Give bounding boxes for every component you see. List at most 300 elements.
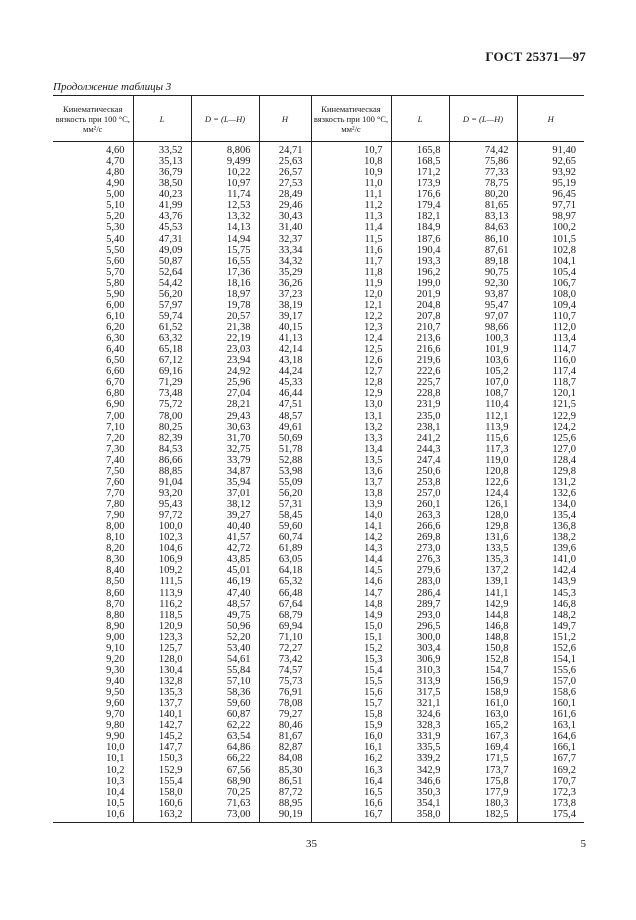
table-cell: 11,9 [311,278,391,289]
table-cell: 80,20 [449,189,517,200]
table-cell: 30,43 [259,211,311,222]
header-viscosity: Кинематическая вязкость при 100 °С, мм²/с [311,96,391,142]
table-cell: 106,9 [133,554,191,565]
table-cell: 67,12 [133,355,191,366]
table-cell: 5,50 [106,244,125,256]
table-cell: 321,1 [391,698,449,709]
table-cell: 61,89 [259,543,311,554]
table-cell: 80,46 [259,720,311,731]
table-cell: 73,48 [133,388,191,399]
table-cell: 10,7 [311,142,391,157]
table-cell: 41,57 [191,532,259,543]
table-cell: 10,22 [191,167,259,178]
table-cell: 5,40 [106,233,125,245]
table-cell: 6,00 [106,299,125,311]
table-cell: 60,74 [259,532,311,543]
table-cell: 112,0 [517,322,584,333]
table-cell: 140,1 [133,709,191,720]
table-cell: 101,5 [517,234,584,245]
table-cell: 13,5 [311,455,391,466]
table-cell: 346,6 [391,776,449,787]
table-cell: 6,40 [106,344,125,356]
table-cell: 5,20 [106,211,125,223]
table-cell: 149,7 [517,621,584,632]
table-cell: 7,70 [106,487,125,499]
table-cell: 15,2 [311,643,391,654]
table-cell: 12,4 [311,333,391,344]
table-cell: 56,20 [259,488,311,499]
table-cell: 118,5 [133,610,191,621]
table-cell: 107,0 [449,377,517,388]
table-row [53,245,584,256]
header-h: H [259,96,311,142]
table-cell: 310,3 [391,665,449,676]
table-cell: 85,30 [259,765,311,776]
table-cell: 102,3 [133,532,191,543]
table-cell: 11,0 [311,178,391,189]
table-cell: 273,0 [391,543,449,554]
table-cell: 41,13 [259,333,311,344]
table-cell: 250,6 [391,466,449,477]
table-cell: 31,40 [259,222,311,233]
table-cell: 17,36 [191,267,259,278]
table-cell: 342,9 [391,765,449,776]
header-l: L [391,96,449,142]
table-cell: 73,42 [259,654,311,665]
table-cell: 63,05 [259,554,311,565]
table-cell: 339,2 [391,753,449,764]
table-cell: 335,5 [391,742,449,753]
table-cell: 16,2 [311,753,391,764]
table-cell: 169,2 [517,765,584,776]
table-cell: 128,4 [517,455,584,466]
table-cell: 32,75 [191,444,259,455]
table-cell: 45,53 [133,222,191,233]
table-cell: 196,2 [391,267,449,278]
table-cell: 182,1 [391,211,449,222]
table-cell: 110,4 [449,399,517,410]
table-cell: 9,90 [106,731,125,743]
table-cell: 21,38 [191,322,259,333]
table-cell: 132,8 [133,676,191,687]
table-cell: 59,74 [133,311,191,322]
table-cell: 49,75 [191,610,259,621]
table-cell: 14,5 [311,565,391,576]
table-cell: 15,0 [311,621,391,632]
table-cell: 222,6 [391,366,449,377]
table-cell: 317,5 [391,687,449,698]
table-row [53,488,584,499]
table-cell: 105,2 [449,366,517,377]
table-cell: 15,5 [311,676,391,687]
table-cell: 167,7 [517,753,584,764]
table-cell: 87,72 [259,787,311,798]
table-cell: 6,10 [106,310,125,322]
table-row [53,388,584,399]
table-cell: 14,6 [311,576,391,587]
table-row [53,731,584,742]
table-cell: 141,1 [449,588,517,599]
table-cell: 59,60 [259,521,311,532]
table-cell: 9,20 [106,653,125,665]
table-cell: 146,8 [449,621,517,632]
table-cell: 78,75 [449,178,517,189]
table-cell: 90,19 [259,809,311,823]
table-cell: 76,91 [259,687,311,698]
table-cell: 12,0 [311,289,391,300]
table-cell: 43,18 [259,355,311,366]
table-cell: 49,61 [259,422,311,433]
table-cell: 30,63 [191,422,259,433]
table-cell: 86,10 [449,234,517,245]
table-cell: 166,1 [517,742,584,753]
table-cell: 12,6 [311,355,391,366]
table-row [53,377,584,388]
table-cell: 10,5 [106,797,125,809]
table-cell: 65,32 [259,576,311,587]
document-code: ГОСТ 25371—97 [485,49,586,64]
table-cell: 55,09 [259,477,311,488]
table-row [53,156,584,167]
table-row [53,787,584,798]
table-cell: 87,61 [449,245,517,256]
table-cell: 157,0 [517,676,584,687]
table-cell: 7,60 [106,476,125,488]
table-cell: 11,1 [311,189,391,200]
header-viscosity: Кинематическая вязкость при 100 °С, мм²/с [53,96,133,142]
table-cell: 293,0 [391,610,449,621]
table-cell: 7,30 [106,443,125,455]
table-cell: 95,19 [517,178,584,189]
table-caption: Продолжение таблицы 3 [53,81,172,93]
table-cell: 110,7 [517,311,584,322]
table-cell: 123,3 [133,632,191,643]
table-cell: 219,6 [391,355,449,366]
table-cell: 25,96 [191,377,259,388]
table-cell: 147,7 [133,742,191,753]
table-row [53,466,584,477]
table-cell: 150,8 [449,643,517,654]
table-cell: 15,3 [311,654,391,665]
table-cell: 100,0 [133,521,191,532]
table-cell: 13,8 [311,488,391,499]
table-cell: 33,34 [259,245,311,256]
table-cell: 6,60 [106,366,125,378]
table-row [53,554,584,565]
table-row [53,765,584,776]
table-cell: 173,7 [449,765,517,776]
table-cell: 5,60 [106,255,125,267]
table-cell: 65,18 [133,344,191,355]
table-cell: 69,94 [259,621,311,632]
table-row [53,654,584,665]
table-cell: 45,33 [259,377,311,388]
table-cell: 16,6 [311,798,391,809]
table-cell: 9,50 [106,687,125,699]
table-cell: 27,53 [259,178,311,189]
table-cell: 131,2 [517,477,584,488]
table-cell: 101,9 [449,344,517,355]
table-cell: 64,18 [259,565,311,576]
table-cell: 11,5 [311,234,391,245]
table-cell: 331,9 [391,731,449,742]
table-cell: 77,33 [449,167,517,178]
table-cell: 8,90 [106,620,125,632]
table-cell: 92,65 [517,156,584,167]
table-cell: 52,20 [191,632,259,643]
table-cell: 113,9 [449,422,517,433]
table-cell: 128,0 [449,510,517,521]
table-cell: 11,2 [311,200,391,211]
table-cell: 33,79 [191,455,259,466]
table-cell: 71,29 [133,377,191,388]
table-cell: 10,2 [106,764,125,776]
table-cell: 6,30 [106,333,125,345]
table-cell: 33,52 [133,142,191,157]
header-h: H [517,96,584,142]
table-cell: 53,40 [191,643,259,654]
table-cell: 82,39 [133,433,191,444]
table-cell: 126,1 [449,499,517,510]
table-cell: 8,50 [106,576,125,588]
table-cell: 145,2 [133,731,191,742]
table-cell: 100,2 [517,222,584,233]
table-cell: 283,0 [391,576,449,587]
table-cell: 54,42 [133,278,191,289]
table-row [53,178,584,189]
table-cell: 9,30 [106,664,125,676]
table-cell: 134,0 [517,499,584,510]
table-cell: 15,9 [311,720,391,731]
table-cell: 45,01 [191,565,259,576]
table-row [53,355,584,366]
table-cell: 8,806 [191,142,259,157]
table-cell: 116,0 [517,355,584,366]
table-cell: 139,1 [449,576,517,587]
table-cell: 89,18 [449,256,517,267]
table-row [53,676,584,687]
table-cell: 90,75 [449,267,517,278]
table-row [53,399,584,410]
table-cell: 5,10 [106,200,125,212]
table-cell: 324,6 [391,709,449,720]
table-row [53,687,584,698]
table-row [53,499,584,510]
table-cell: 241,2 [391,433,449,444]
table-row [53,753,584,764]
table-cell: 63,32 [133,333,191,344]
table-cell: 303,4 [391,643,449,654]
table-cell: 177,9 [449,787,517,798]
table-row [53,189,584,200]
table-cell: 155,6 [517,665,584,676]
header-d: D = (L—H) [449,96,517,142]
table-cell: 7,80 [106,499,125,510]
table-cell: 15,1 [311,632,391,643]
table-cell: 165,8 [391,142,449,157]
table-cell: 276,3 [391,554,449,565]
table-cell: 102,8 [517,245,584,256]
table-cell: 133,5 [449,543,517,554]
table-cell: 93,20 [133,488,191,499]
table-cell: 100,3 [449,333,517,344]
table-cell: 165,2 [449,720,517,731]
table-cell: 4,90 [106,178,125,190]
table-cell: 28,21 [191,399,259,410]
table-cell: 46,19 [191,576,259,587]
table-cell: 48,57 [259,411,311,422]
table-cell: 71,63 [191,798,259,809]
table-cell: 105,4 [517,267,584,278]
table-cell: 95,47 [449,300,517,311]
table-cell: 10,0 [106,742,125,754]
table-cell: 124,2 [517,422,584,433]
table-row [53,588,584,599]
table-cell: 137,2 [449,565,517,576]
table-cell: 125,6 [517,433,584,444]
table-cell: 142,9 [449,599,517,610]
table-cell: 74,42 [449,142,517,157]
table-cell: 279,6 [391,565,449,576]
table-cell: 158,6 [517,687,584,698]
table-row [53,278,584,289]
table-cell: 109,4 [517,300,584,311]
table-cell: 38,19 [259,300,311,311]
table-cell: 13,7 [311,477,391,488]
table-cell: 235,0 [391,411,449,422]
table-cell: 69,16 [133,366,191,377]
table-row [53,565,584,576]
table-cell: 86,66 [133,455,191,466]
table-cell: 154,1 [517,654,584,665]
table-cell: 122,9 [517,411,584,422]
table-cell: 182,5 [449,809,517,823]
table-row [53,632,584,643]
table-cell: 50,96 [191,621,259,632]
table-cell: 5,70 [106,266,125,278]
table-cell: 225,7 [391,377,449,388]
table-cell: 7,50 [106,465,125,477]
table-cell: 14,13 [191,222,259,233]
table-cell: 57,31 [259,499,311,510]
table-cell: 313,9 [391,676,449,687]
table-cell: 97,07 [449,311,517,322]
table-cell: 163,2 [133,809,191,823]
table-cell: 18,97 [191,289,259,300]
table-cell: 9,499 [191,156,259,167]
table-cell: 24,71 [259,142,311,157]
table-cell: 247,4 [391,455,449,466]
table-cell: 11,8 [311,267,391,278]
table-cell: 103,6 [449,355,517,366]
table-cell: 80,25 [133,422,191,433]
table-cell: 28,49 [259,189,311,200]
table-cell: 67,64 [259,599,311,610]
table-cell: 40,23 [133,189,191,200]
table-cell: 168,5 [391,156,449,167]
table-row [53,167,584,178]
table-cell: 306,9 [391,654,449,665]
table-cell: 117,4 [517,366,584,377]
table-cell: 42,72 [191,543,259,554]
table-cell: 16,3 [311,765,391,776]
table-cell: 11,6 [311,245,391,256]
table-cell: 5,00 [106,189,125,201]
table-row [53,444,584,455]
table-cell: 79,27 [259,709,311,720]
table-cell: 152,9 [133,765,191,776]
table-row [53,333,584,344]
table-cell: 47,51 [259,399,311,410]
table-cell: 95,43 [133,499,191,510]
table-cell: 114,7 [517,344,584,355]
table-cell: 142,7 [133,720,191,731]
table-cell: 11,7 [311,256,391,267]
table-cell: 13,3 [311,433,391,444]
table-cell: 137,7 [133,698,191,709]
table-cell: 18,16 [191,278,259,289]
table-cell: 12,7 [311,366,391,377]
table-cell: 13,0 [311,399,391,410]
table-cell: 27,04 [191,388,259,399]
table-cell: 150,3 [133,753,191,764]
table-cell: 56,20 [133,289,191,300]
table-cell: 55,84 [191,665,259,676]
table-row [53,521,584,532]
table-cell: 61,52 [133,322,191,333]
table-cell: 156,9 [449,676,517,687]
table-cell: 104,1 [517,256,584,267]
table-cell: 43,85 [191,554,259,565]
table-cell: 8,20 [106,543,125,555]
table-cell: 98,97 [517,211,584,222]
table-cell: 124,4 [449,488,517,499]
table-cell: 37,01 [191,488,259,499]
table-cell: 213,6 [391,333,449,344]
table-cell: 106,7 [517,278,584,289]
table-cell: 57,10 [191,676,259,687]
table-cell: 40,15 [259,322,311,333]
table-cell: 122,6 [449,477,517,488]
table-cell: 23,94 [191,355,259,366]
table-cell: 7,10 [106,421,125,433]
table-cell: 57,97 [133,300,191,311]
table-cell: 354,1 [391,798,449,809]
table-cell: 7,00 [106,410,125,422]
table-cell: 43,76 [133,211,191,222]
table-cell: 11,3 [311,211,391,222]
table-cell: 253,8 [391,477,449,488]
table-cell: 8,00 [106,521,125,533]
table-cell: 155,4 [133,776,191,787]
table-cell: 109,2 [133,565,191,576]
table-row [53,809,584,823]
table-cell: 14,0 [311,510,391,521]
table-cell: 81,67 [259,731,311,742]
table-cell: 12,2 [311,311,391,322]
table-row [53,300,584,311]
table-cell: 75,72 [133,399,191,410]
table-cell: 81,65 [449,200,517,211]
table-cell: 78,08 [259,698,311,709]
table-cell: 163,1 [517,720,584,731]
table-cell: 32,37 [259,234,311,245]
table-cell: 88,85 [133,466,191,477]
table-cell: 10,1 [106,753,125,765]
table-row [53,665,584,676]
table-row [53,222,584,233]
table-row [53,344,584,355]
